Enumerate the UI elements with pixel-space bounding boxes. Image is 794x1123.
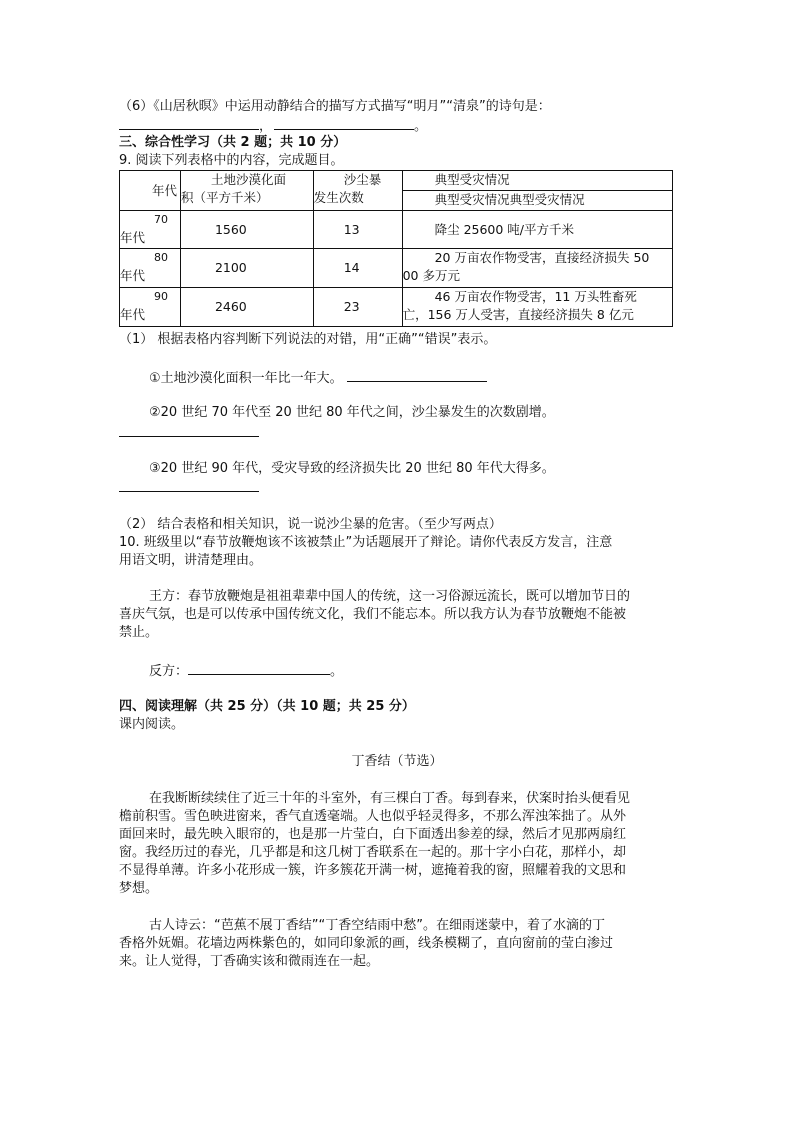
disaster-cell: 降尘 25600 吨/平方千米 bbox=[402, 211, 672, 249]
q9-1-c-blank[interactable] bbox=[119, 491, 259, 492]
area-cell: 2100 bbox=[180, 249, 313, 288]
header-disaster-top: 典型受灾情况 bbox=[402, 171, 672, 191]
q9-2: （2） 结合表格和相关知识，说一说沙尘暴的危害。（至少写两点） bbox=[119, 517, 502, 532]
count-cell: 13 bbox=[313, 211, 402, 249]
wang-line-3: 禁止。 bbox=[119, 625, 159, 640]
header-disaster-bottom: 典型受灾情况典型受灾情况 bbox=[402, 191, 672, 211]
q9-1: （1） 根据表格内容判断下列说法的对错，用“正确”“错误”表示。 bbox=[119, 332, 497, 347]
p1-line: 面回来时，最先映入眼帘的，也是那一片莹白，白下面透出参差的绿，然后才见那两扇红 bbox=[119, 827, 627, 842]
p2-line: 来。让人觉得，丁香确实该和微雨连在一起。 bbox=[119, 954, 380, 969]
q9-intro: 9. 阅读下列表格中的内容，完成题目。 bbox=[119, 153, 344, 168]
p1-line: 不显得单薄。许多小花形成一簇，许多簇花开满一树，遮掩着我的窗，照耀着我的文思和 bbox=[119, 863, 627, 878]
passage-title: 丁香结（节选） bbox=[351, 754, 443, 769]
fan-answer: 反方： 。 bbox=[149, 661, 343, 681]
header-area: 土地沙漠化面 积（平方千米） bbox=[180, 171, 313, 211]
disaster-cell: 46 万亩农作物受害，11 万头牲畜死 亡，156 万人受害，直接经济损失 8 亿元 bbox=[402, 288, 672, 327]
q9-1-b: ②20 世纪 70 年代至 20 世纪 80 年代之间，沙尘暴发生的次数剧增。 bbox=[149, 405, 555, 420]
count-cell: 23 bbox=[313, 288, 402, 327]
era-cell: 80 年代 bbox=[120, 249, 181, 288]
p1-line: 梦想。 bbox=[119, 881, 159, 896]
q9-1-b-blank[interactable] bbox=[119, 436, 259, 437]
section4-sub: 课内阅读。 bbox=[119, 717, 185, 732]
wang-line-1: 王方：春节放鞭炮是祖祖辈辈中国人的传统，这一习俗源远流长，既可以增加节日的 bbox=[149, 589, 631, 604]
era-cell: 90 年代 bbox=[120, 288, 181, 327]
header-count: 沙尘暴 发生次数 bbox=[313, 171, 402, 211]
header-era: 年代 bbox=[120, 171, 181, 211]
p2-line: 古人诗云：“芭蕉不展丁香结”“丁香空结雨中愁”。在细雨迷蒙中，着了水滴的丁 bbox=[149, 918, 605, 933]
disaster-cell: 20 万亩农作物受害，直接经济损失 50 00 多万元 bbox=[402, 249, 672, 288]
sandstorm-table bbox=[119, 170, 673, 327]
q6-answer-line: ， 。 bbox=[119, 116, 427, 136]
fan-blank[interactable] bbox=[188, 661, 330, 675]
p1-line: 在我断断续续住了近三十年的斗室外，有三棵白丁香。每到春来，伏案时抬头便看见 bbox=[149, 791, 631, 806]
count-cell: 14 bbox=[313, 249, 402, 288]
p2-line: 香格外妩媚。花墙边两株紫色的，如同印象派的画，线条模糊了，直向窗前的莹白渗过 bbox=[119, 936, 614, 951]
q10-line-1: 10. 班级里以“春节放鞭炮该不该被禁止”为话题展开了辩论。请你代表反方发言，注意 bbox=[119, 535, 613, 550]
q9-1-a: ①土地沙漠化面积一年比一年大。 bbox=[149, 368, 487, 388]
q9-1-c: ③20 世纪 90 年代，受灾导致的经济损失比 20 世纪 80 年代大得多。 bbox=[149, 461, 555, 476]
era-cell: 70 年代 bbox=[120, 211, 181, 249]
q6-text: （6）《山居秋暝》中运用动静结合的描写方式描写“明月”“清泉”的诗句是： bbox=[119, 99, 551, 114]
q10-line-2: 用语文明，讲清楚理由。 bbox=[119, 553, 263, 568]
q9-1-a-blank[interactable] bbox=[347, 368, 487, 382]
table-row bbox=[120, 211, 673, 249]
table-row bbox=[120, 288, 673, 327]
wang-line-2: 喜庆气氛，也是可以传承中国传统文化，我们不能忘本。所以我方认为春节放鞭炮不能被 bbox=[119, 607, 627, 622]
section3-heading: 三、综合性学习（共 2 题；共 10 分） bbox=[119, 135, 347, 150]
p1-line: 窗。我经历过的春光，几乎都是和这几树丁香联系在一起的。那十字小白花，那样小，却 bbox=[119, 845, 627, 860]
section4-heading: 四、阅读理解（共 25 分）（共 10 题；共 25 分） bbox=[119, 699, 415, 714]
area-cell: 2460 bbox=[180, 288, 313, 327]
q6-blank-2[interactable] bbox=[274, 116, 414, 130]
q6-blank-1[interactable] bbox=[119, 116, 259, 130]
table-row bbox=[120, 249, 673, 288]
p1-line: 檐前积雪。雪色映进窗来，香气直透毫端。人也似乎轻灵得多，不那么浑浊笨拙了。从外 bbox=[119, 809, 627, 824]
area-cell: 1560 bbox=[180, 211, 313, 249]
